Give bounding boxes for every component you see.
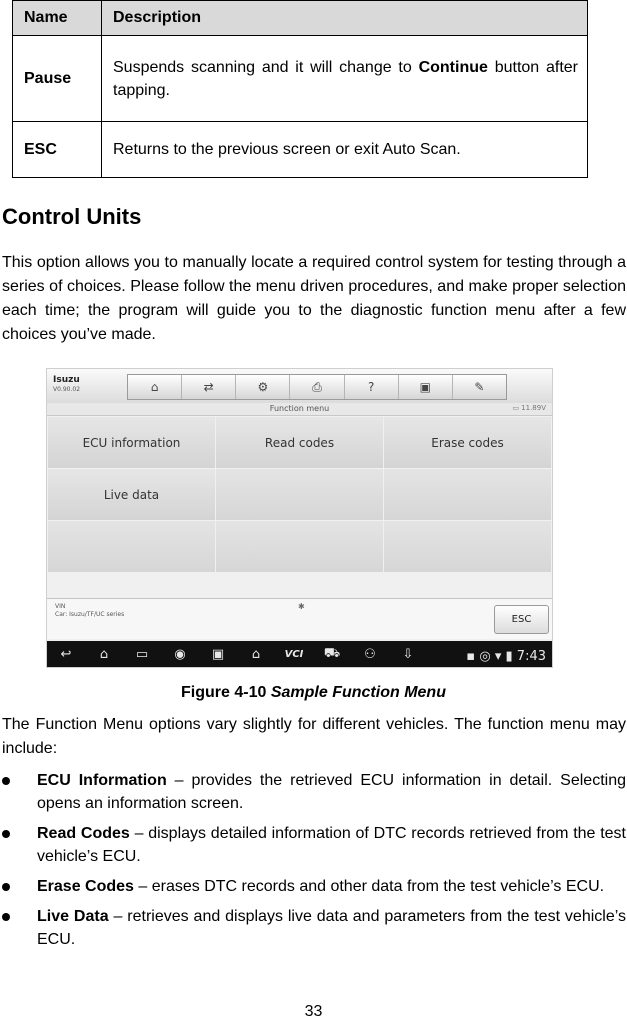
esc-button[interactable]: ESC xyxy=(494,605,549,634)
desc-bold: Continue xyxy=(418,58,488,76)
help-icon[interactable]: ? xyxy=(345,375,399,399)
desc-text: button after tapping. xyxy=(113,58,579,99)
menu-item-live-data[interactable]: Live data xyxy=(48,469,215,520)
battery-value: 11.89V xyxy=(521,404,546,412)
caption-number: Figure 4-10 xyxy=(181,684,271,701)
vehicle-info-bar xyxy=(47,598,552,639)
table-header-row xyxy=(13,1,588,36)
update-icon[interactable]: ⇩ xyxy=(402,646,414,662)
row-desc-pause xyxy=(102,36,588,122)
menu-item-erase-codes[interactable]: Erase codes xyxy=(384,417,551,468)
empty-cell xyxy=(216,469,383,520)
list-item xyxy=(0,769,626,815)
vehicle-info xyxy=(55,603,124,619)
settings-icon[interactable]: ⚙ xyxy=(236,375,290,399)
status-icons: ▪ ◎ ▾ ▮ xyxy=(466,649,517,664)
toolbar-buttons xyxy=(127,374,507,400)
list-text: – retrieves and displays live data and parameters from the test vehicle’s ECU. xyxy=(37,908,626,948)
function-menu-screenshot xyxy=(46,368,553,668)
list-term: Live Data xyxy=(37,908,109,925)
function-menu-grid xyxy=(48,417,551,572)
row-desc-esc: Returns to the previous screen or exit Auto Scan. xyxy=(102,122,588,178)
empty-cell xyxy=(384,469,551,520)
maxifix-icon[interactable]: ⌂ xyxy=(251,646,261,662)
desc-text: Suspends scanning and it will change to xyxy=(113,58,419,76)
android-nav-bar xyxy=(47,641,552,667)
list-text: – erases DTC records and other data from the test vehicle’s ECU. xyxy=(133,878,605,895)
battery-icon: ▭ xyxy=(512,404,519,412)
list-term: ECU Information xyxy=(37,772,167,789)
function-list xyxy=(0,769,627,958)
star-icon: ✱ xyxy=(298,602,305,611)
recent-apps-icon[interactable]: ▭ xyxy=(135,646,149,662)
row-name-pause: Pause xyxy=(13,36,102,122)
row-name-esc: ESC xyxy=(13,122,102,178)
browser-icon[interactable]: ◉ xyxy=(174,646,186,662)
list-item xyxy=(0,875,626,898)
status-area xyxy=(466,649,546,664)
function-table xyxy=(12,0,588,178)
bullet-icon xyxy=(2,830,10,838)
section-title: Control Units xyxy=(2,204,142,229)
table-row xyxy=(13,122,588,178)
vehicle-swap-icon[interactable]: ⇄ xyxy=(182,375,236,399)
list-item xyxy=(0,822,626,868)
figure-caption xyxy=(0,684,627,702)
caption-title: Sample Function Menu xyxy=(270,684,446,701)
bullet-icon xyxy=(2,883,10,891)
menu-title-bar xyxy=(47,403,552,416)
app-toolbar xyxy=(47,369,552,404)
intro-paragraph: This option allows you to manually locate a required control system for testing through a series of choices. Please follow the menu driven procedures, and make proper selection each time; the program will guide you to the diagnostic function menu after a few choices you’ve made. xyxy=(2,254,626,343)
vehicle-brand xyxy=(53,375,80,395)
column-header-name: Name xyxy=(13,1,102,36)
battery-voltage xyxy=(512,404,546,412)
brand-name: Isuzu xyxy=(53,375,80,385)
car-info: Car: Isuzu/TF/UC series xyxy=(55,611,125,618)
table-row xyxy=(13,36,588,122)
empty-cell xyxy=(384,521,551,572)
page-number: 33 xyxy=(304,1003,323,1020)
menu-title: Function menu xyxy=(269,404,330,413)
home-icon[interactable]: ⌂ xyxy=(128,375,182,399)
car-icon[interactable]: ⛟ xyxy=(323,645,341,661)
user-vehicle-icon[interactable]: ⚇ xyxy=(364,646,376,662)
software-version: V0.90.02 xyxy=(53,386,81,393)
vin-label: VIN xyxy=(55,603,66,610)
list-text: – provides the retrieved ECU information in detail. Selecting opens an information screen. xyxy=(37,772,626,812)
remote-desk-icon[interactable]: ▣ xyxy=(211,646,225,662)
list-text: – displays detailed information of DTC records retrieved from the test vehicle’s ECU. xyxy=(37,825,627,865)
print-icon[interactable]: ⎙ xyxy=(290,375,344,399)
edit-icon[interactable]: ✎ xyxy=(474,380,485,394)
home-icon[interactable]: ⌂ xyxy=(99,646,109,662)
menu-item-read-codes[interactable]: Read codes xyxy=(216,417,383,468)
save-icon[interactable]: ▣ xyxy=(399,375,453,399)
empty-cell xyxy=(216,521,383,572)
clock: 7:43 xyxy=(516,649,546,664)
bullet-icon xyxy=(2,777,10,785)
back-icon[interactable]: ↩ xyxy=(60,646,72,662)
column-header-description: Description xyxy=(102,1,588,36)
menu-item-ecu-information[interactable]: ECU information xyxy=(48,417,215,468)
vci-icon[interactable]: VCI xyxy=(284,648,304,660)
list-term: Erase Codes xyxy=(37,878,134,895)
list-item xyxy=(0,905,626,951)
list-term: Read Codes xyxy=(37,825,130,842)
empty-cell xyxy=(48,521,215,572)
function-menu-paragraph: The Function Menu options vary slightly for different vehicles. The function menu may include: xyxy=(2,716,626,757)
bullet-icon xyxy=(2,913,10,921)
